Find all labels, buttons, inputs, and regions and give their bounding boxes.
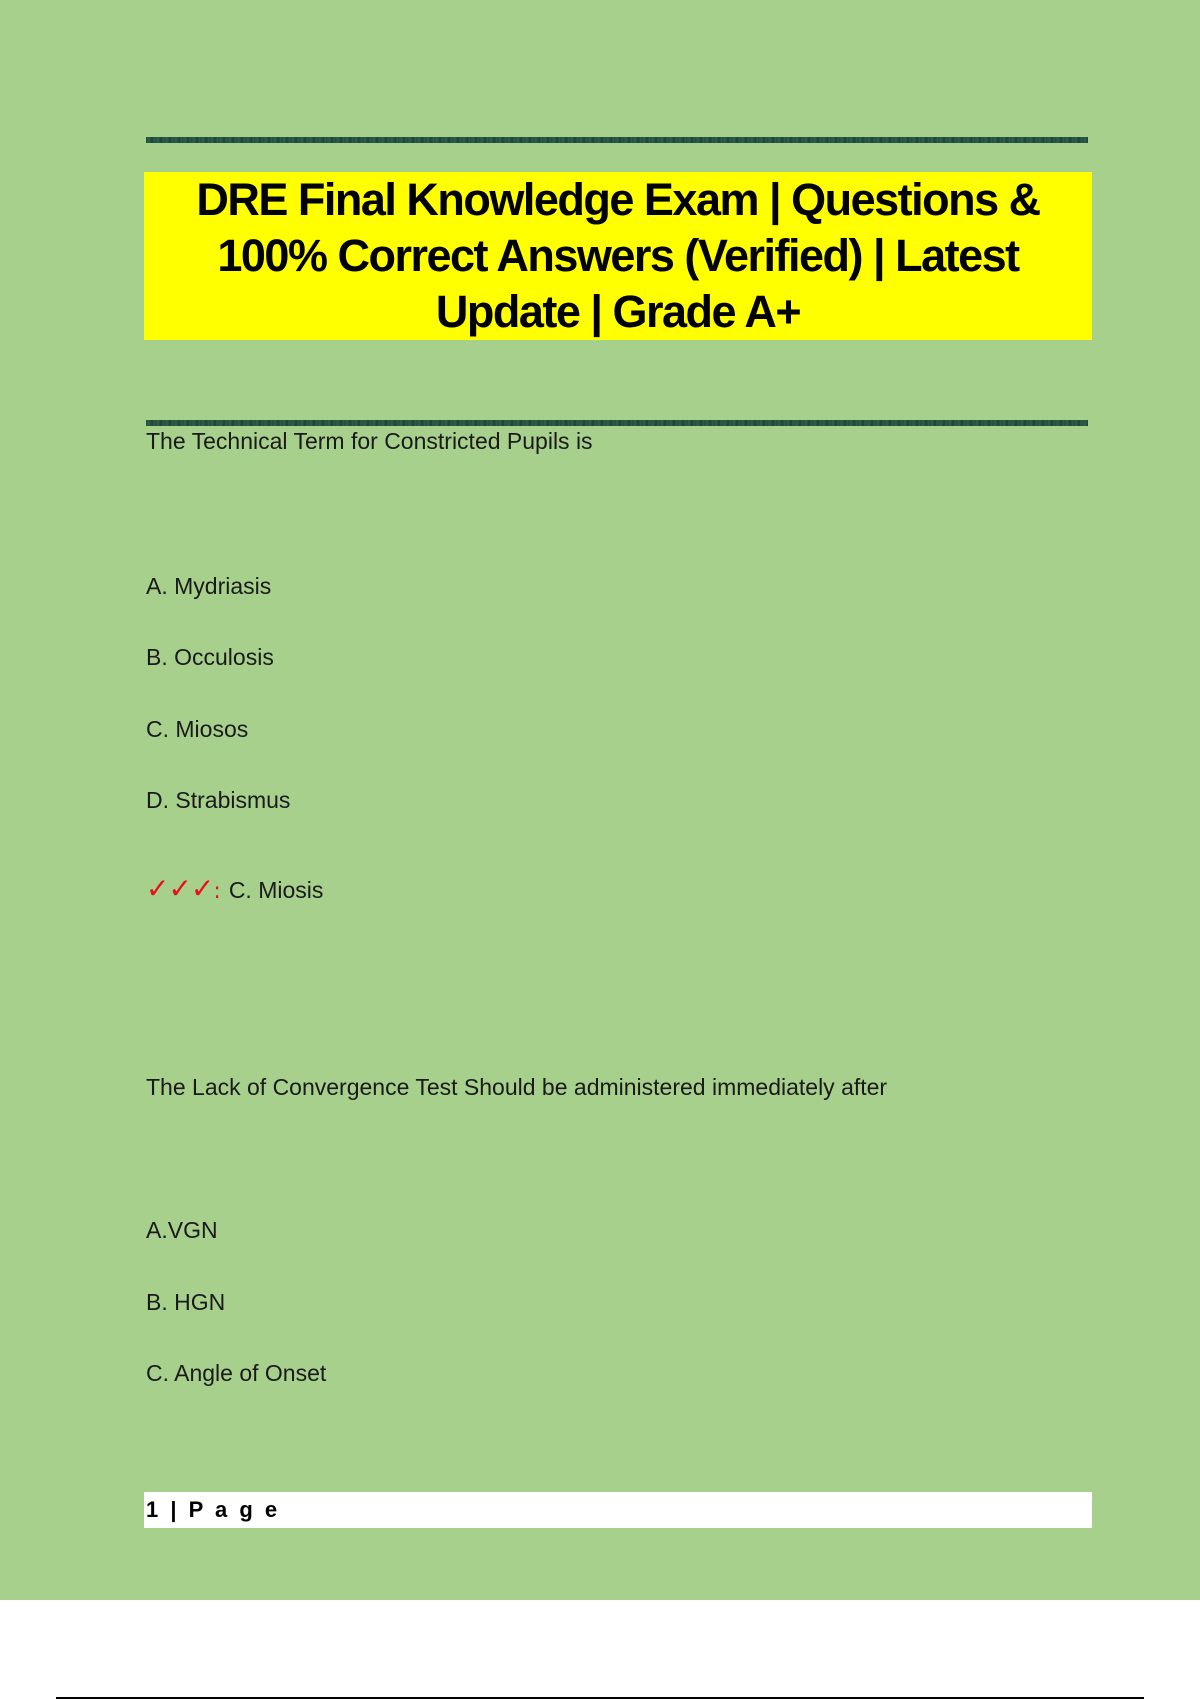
section-divider xyxy=(146,420,1088,426)
question-2-option-b: B. HGN xyxy=(146,1289,226,1315)
page-bottom-rule xyxy=(56,1697,1144,1699)
page-footer xyxy=(144,1492,1092,1528)
answer-text: C. Miosis xyxy=(228,877,324,903)
document-title: DRE Final Knowledge Exam | Questions & 100% Correct Answers (Verified) | Latest Update | Grade A+ xyxy=(196,174,1040,337)
top-divider xyxy=(146,137,1088,143)
question-2-option-a: A.VGN xyxy=(146,1217,218,1243)
page-number: 1 | P a g e xyxy=(146,1497,281,1522)
question-1-option-b: B. Occulosis xyxy=(146,644,274,670)
question-1-prompt: The Technical Term for Constricted Pupils is xyxy=(146,428,593,454)
check-marks-icon: ✓✓✓ xyxy=(146,872,214,905)
question-1-answer xyxy=(146,872,323,909)
question-2-prompt: The Lack of Convergence Test Should be administered immediately after xyxy=(146,1074,888,1100)
question-1-option-c: C. Miosos xyxy=(146,716,249,742)
question-2-option-c: C. Angle of Onset xyxy=(146,1360,327,1386)
title-banner xyxy=(144,172,1092,340)
question-1-option-a: A. Mydriasis xyxy=(146,573,272,599)
question-1-option-d: D. Strabismus xyxy=(146,787,291,813)
answer-separator: : xyxy=(213,879,221,904)
